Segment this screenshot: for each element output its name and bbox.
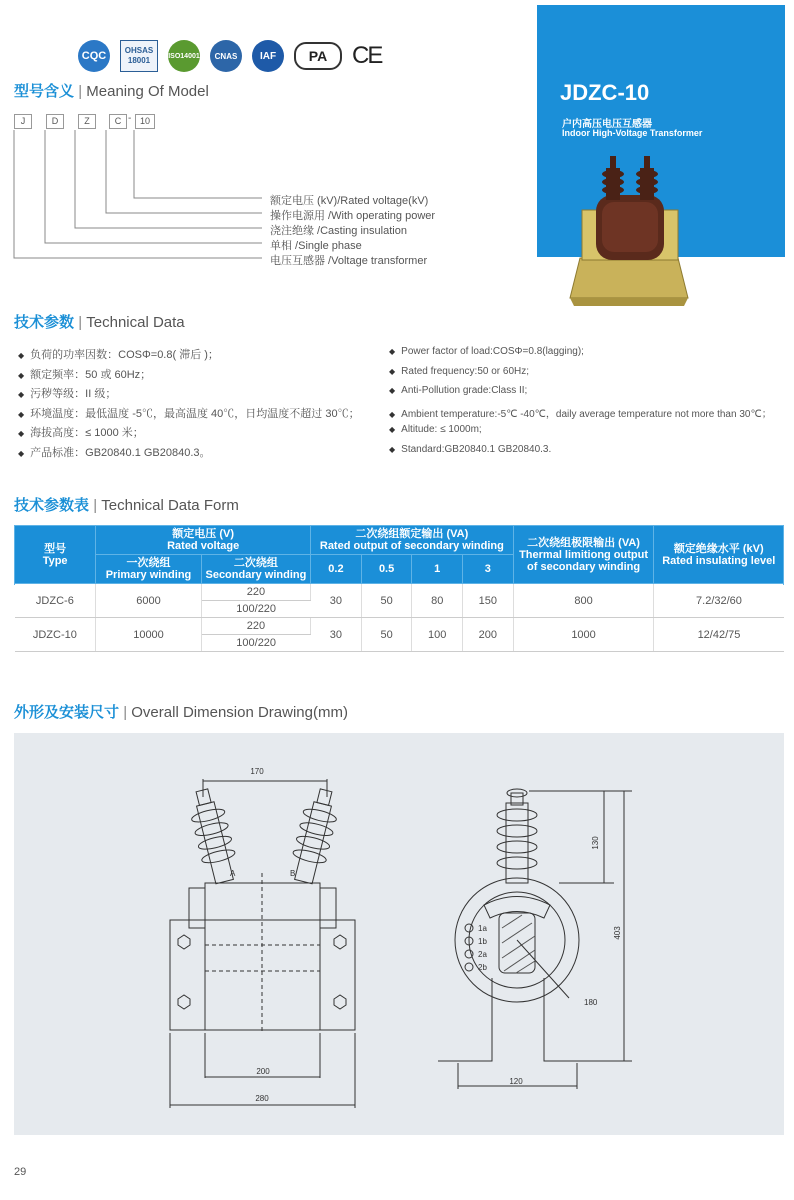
cell-insulation: 12/42/75 bbox=[654, 618, 784, 652]
bullet-icon: ◆ bbox=[18, 370, 25, 380]
model-code-z: Z bbox=[78, 114, 96, 129]
iso14001-logo: ISO14001 bbox=[168, 40, 200, 72]
cell-primary: 6000 bbox=[96, 584, 202, 618]
cell-thermal: 1000 bbox=[513, 618, 654, 652]
ce-logo: CE bbox=[352, 42, 382, 69]
bullet-icon: ◆ bbox=[389, 425, 396, 434]
cell-secondary: 100/220 bbox=[201, 601, 310, 618]
dim-403: 403 bbox=[613, 926, 622, 940]
bullet-icon: ◆ bbox=[389, 444, 396, 454]
model-line-casting: 浇注绝缘 /Casting insulation bbox=[270, 225, 407, 237]
tech-item-left: ◆ 污秽等级：II 级； bbox=[18, 388, 117, 400]
header-class-0.2: 0.2 bbox=[311, 555, 362, 584]
model-line-single-phase: 单相 /Single phase bbox=[270, 240, 362, 252]
header-rated-voltage: 额定电压 (V) Rated voltage bbox=[96, 526, 311, 555]
table-row bbox=[15, 618, 784, 635]
bullet-icon: ◆ bbox=[18, 429, 25, 438]
cell-output: 50 bbox=[361, 584, 412, 618]
tech-item-right: ◆ Altitude: ≤ 1000m; bbox=[389, 424, 482, 435]
tech-item-right: ◆ Standard:GB20840.1 GB20840.3. bbox=[389, 443, 552, 455]
cell-primary: 10000 bbox=[96, 618, 202, 652]
cqc-logo: CQC bbox=[78, 40, 110, 72]
bullet-icon: ◆ bbox=[18, 409, 25, 419]
ohsas-logo bbox=[120, 40, 158, 72]
tech-item-right: ◆ Rated frequency:50 or 60Hz; bbox=[389, 365, 530, 377]
technical-data-table bbox=[14, 525, 784, 652]
model-meaning-title-en: Meaning Of Model bbox=[86, 83, 209, 100]
tech-item-left: ◆ 负荷的功率因数：COSΦ=0.8( 滞后 )； bbox=[18, 349, 219, 361]
model-meaning-title: 型号含义 | Meaning Of Model bbox=[14, 83, 209, 100]
tech-item-right: ◆ Power factor of load:COSΦ=0.8(lagging); bbox=[389, 346, 584, 357]
model-code-dash: - bbox=[128, 113, 132, 124]
header-primary: 一次绕组 Primary winding bbox=[96, 555, 202, 584]
data-form-title: 技术参数表 | Technical Data Form bbox=[14, 497, 239, 514]
cell-secondary: 220 bbox=[201, 618, 310, 635]
dim-130: 130 bbox=[591, 836, 600, 850]
drawing-title-cn: 外形及安装尺寸 bbox=[14, 704, 120, 721]
product-subtitle-cn: 户内高压电压互感器 bbox=[562, 119, 652, 130]
header-thermal: 二次绕组极限输出 (VA) Thermal limitiong output of secondary winding bbox=[513, 526, 654, 584]
product-subtitle-en: Indoor High-Voltage Transformer bbox=[562, 128, 703, 138]
cell-output: 200 bbox=[463, 618, 514, 652]
model-line-vt: 电压互感器 /Voltage transformer bbox=[270, 255, 428, 267]
technical-data-left bbox=[18, 346, 360, 463]
cell-insulation: 7.2/32/60 bbox=[654, 584, 784, 618]
terminal-2b: 2b bbox=[478, 963, 487, 972]
bullet-icon: ◆ bbox=[18, 390, 25, 399]
product-photo bbox=[560, 150, 700, 310]
table-row bbox=[15, 584, 784, 601]
model-code-j: J bbox=[14, 114, 32, 129]
tech-item-right: ◆ Anti-Pollution grade:Class II; bbox=[389, 385, 528, 396]
model-meaning-lines bbox=[0, 125, 270, 265]
cell-output: 100 bbox=[412, 618, 463, 652]
header-insulation: 额定绝缘水平 (kV) Rated insulating level bbox=[654, 526, 784, 584]
model-code-10: 10 bbox=[135, 114, 155, 129]
dimension-drawing bbox=[14, 733, 784, 1135]
header-class-1: 1 bbox=[412, 555, 463, 584]
header-type: 型号 Type bbox=[15, 526, 96, 584]
cell-output: 30 bbox=[311, 584, 362, 618]
iaf-logo: IAF bbox=[252, 40, 284, 72]
data-form-title-en: Technical Data Form bbox=[101, 497, 239, 514]
dim-120: 120 bbox=[509, 1077, 523, 1086]
ohsas-logo-top: OHSAS bbox=[124, 46, 154, 55]
label-b: B bbox=[290, 869, 296, 878]
header-class-3: 3 bbox=[463, 555, 514, 584]
cell-type: JDZC-10 bbox=[15, 618, 96, 652]
terminal-2a: 2a bbox=[478, 950, 487, 959]
model-line-voltage: 额定电压 (kV)/Rated voltage(kV) bbox=[270, 195, 429, 207]
terminal-1a: 1a bbox=[478, 924, 487, 933]
bullet-icon: ◆ bbox=[389, 386, 396, 395]
product-title: JDZC-10 bbox=[560, 80, 650, 105]
model-code-c: C bbox=[109, 114, 127, 129]
pa-logo: PA bbox=[294, 42, 342, 70]
drawing-title-en: Overall Dimension Drawing(mm) bbox=[131, 704, 348, 721]
cell-secondary: 220 bbox=[201, 584, 310, 601]
tech-item-right: ◆ Ambient temperature:-5℃ -40℃，daily average temperature not more than 30℃； bbox=[389, 408, 772, 420]
header-rated-output: 二次绕组额定输出 (VA) Rated output of secondary winding bbox=[311, 526, 514, 555]
model-line-operating: 操作电源用 /With operating power bbox=[270, 210, 436, 222]
dim-280: 280 bbox=[255, 1094, 269, 1103]
cnas-logo: CNAS bbox=[210, 40, 242, 72]
bullet-icon: ◆ bbox=[389, 409, 396, 419]
dim-170: 170 bbox=[250, 767, 264, 776]
tech-item-left: ◆ 环境温度：最低温度 -5℃，最高温度 40℃，日均温度不超过 30℃； bbox=[18, 407, 360, 420]
tech-item-left: ◆ 产品标准：GB20840.1 GB20840.3。 bbox=[18, 446, 211, 459]
cell-output: 50 bbox=[361, 618, 412, 652]
label-a: A bbox=[230, 869, 236, 878]
certification-logos bbox=[78, 40, 381, 72]
bullet-icon: ◆ bbox=[389, 347, 396, 356]
data-form-title-cn: 技术参数表 bbox=[14, 497, 90, 514]
model-code-d: D bbox=[46, 114, 64, 129]
technical-data-title-cn: 技术参数 bbox=[14, 314, 75, 331]
bullet-icon: ◆ bbox=[389, 366, 396, 376]
page-number: 29 bbox=[14, 1166, 27, 1178]
cell-output: 30 bbox=[311, 618, 362, 652]
cell-secondary: 100/220 bbox=[201, 635, 310, 652]
cell-output: 80 bbox=[412, 584, 463, 618]
ohsas-logo-bottom: 18001 bbox=[127, 56, 151, 65]
cell-type: JDZC-6 bbox=[15, 584, 96, 618]
header-secondary: 二次绕组 Secondary winding bbox=[201, 555, 310, 584]
model-meaning-title-cn: 型号含义 bbox=[14, 83, 75, 100]
side-bushing bbox=[497, 789, 537, 883]
dim-180: 180 bbox=[584, 998, 598, 1007]
cell-thermal: 800 bbox=[513, 584, 654, 618]
tech-item-left: ◆ 额定频率：50 或 60Hz； bbox=[18, 368, 152, 381]
technical-data-title-en: Technical Data bbox=[86, 314, 185, 331]
technical-data-right bbox=[389, 346, 772, 463]
header-class-0.5: 0.5 bbox=[361, 555, 412, 584]
tech-item-left: ◆ 海拔高度：≤ 1000 米； bbox=[18, 427, 144, 439]
dim-200: 200 bbox=[256, 1067, 270, 1076]
bullet-icon: ◆ bbox=[18, 351, 25, 360]
bullet-icon: ◆ bbox=[18, 448, 25, 458]
cell-output: 150 bbox=[463, 584, 514, 618]
terminal-1b: 1b bbox=[478, 937, 487, 946]
drawing-title: 外形及安装尺寸 | Overall Dimension Drawing(mm) bbox=[14, 704, 348, 721]
technical-data-title: 技术参数 | Technical Data bbox=[14, 314, 185, 331]
